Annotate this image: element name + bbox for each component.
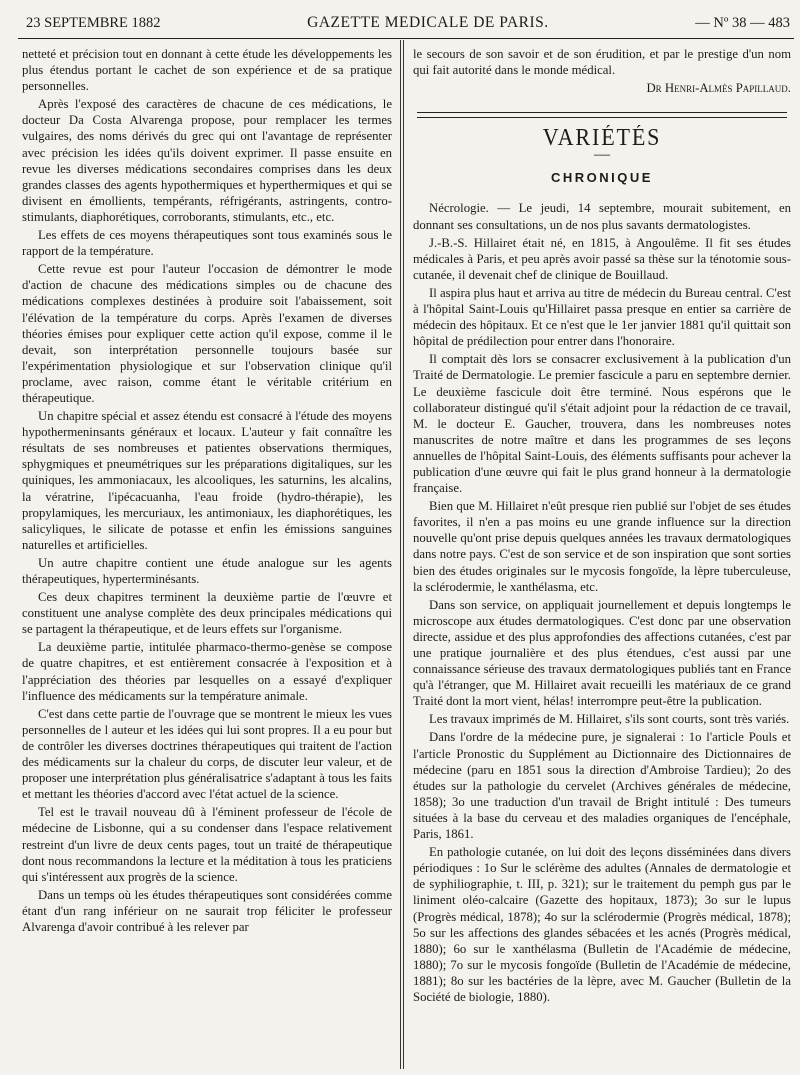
paragraph: netteté et précision tout en donnant à cette étude les développements les plus étendus portant le cachet de son expérience et de sa pratique personnelles. [22,47,392,94]
paragraph: Nécrologie. — Le jeudi, 14 septembre, mourait subitement, en donnant ses consultations, un de nos plus savants dermatologistes. [413,201,791,232]
paragraph: C'est dans cette partie de l'ouvrage que se montrent le mieux les vues personnelles de l auteur et les idées qui lui sont propres. Il a eu pour but de contrôler les diverses doctrines thérapeutiques qui traitent de l'action des médicaments sur la chaleur du corps, de discuter leur valeur, et de proposer une interprétation plus généralisatrice s'adaptant à tous les faits et mettant les théories d'accord avec l'état actuel de la science. [22,706,392,802]
paragraph: Un autre chapitre contient une étude analogue sur les agents thérapeutiques, hyperterminésants. [22,555,392,586]
paragraph: Un chapitre spécial et assez étendu est consacré à l'étude des moyens hypothermeninsants généraux et locaux. L'auteur y fait connaître les résultats de ses nombreuses et patientes observations thermiques, sphygmiques et pneumétriques sur les préparations digitaliques, sur les quiniques, les ammoniacaux, les alcooliques, les saturnins, les alcalins, la vératrine, l'ipécacuanha, l'eau froide (hydro-thérapie), les propylamiques, les mercuriaux, les antimoniaux, les diaphorétiques, les salicyliques, le silicate de potasse et enfin les émissions sanguines naturelles et artificielles. [22,409,392,552]
header-issue: — Nº 38 — 483 [695,15,790,31]
section-rule [417,112,787,118]
header-date: 23 SEPTEMBRE 1882 [26,15,161,31]
header-rule [18,38,794,39]
paragraph: Il aspira plus haut et arriva au titre de médecin du Bureau central. C'est à l'hôpital Saint-Louis qu'Hillairet passa presque en entier sa carrière de médecin des hôpitaux. Et ce n'est que le 1er janvier 1881 qu'il quittait son hôpital de prédilection pour entrer dans l'honoraire. [413,285,791,349]
paragraph: Il comptait dès lors se consacrer exclusivement à la publication d'un Traité de Dermatologie. Le premier fascicule a paru en septembre dernier. Le deuxième fascicule doit être terminé. Nous espérons que le collaborateur distingué qu'il s'était adjoint pour la rédaction de ce travail, M. le docteur E. Gaucher, trouvera, dans les nombreuses notes manuscrites de notre maître et dans les programmes de ses leçons annuelles de l'hôpital Saint-Louis, des éléments suffisants pour achever la publication d'une œuvre qui fait le plus grand honneur à la dermatologie française. [413,352,791,496]
page-header [26,14,790,36]
paragraph: Les travaux imprimés de M. Hillairet, s'ils sont courts, sont très variés. [429,712,790,727]
paragraph: Dans l'ordre de la médecine pure, je signalerai : 1o l'article Pouls et l'article Pronostic du Supplément au Dictionnaire des Dictionnaires de médecine (paru en 1851 sous la direction d'Ambroise Tardieu); 2o des études sur la pathologie du cervelet (Archives générales de médecine, 1858); 3o une traduction d'un travail de Bright intitulé : Des tumeurs situées à la base du cerveau et des maladies organiques de l'encéphale, Paris, 1861. [413,730,791,842]
paragraph: Les effets de ces moyens thérapeutiques sont tous examinés sous le rapport de la température. [22,228,392,259]
section-dash: — [594,146,610,164]
paragraph: Dans un temps où les études thérapeutiques sont considérées comme étant d'un rang inférieur on ne saurait trop féliciter le professeur Alvarenga d'avoir contribué à les relever par [22,887,392,934]
paragraph: Bien que M. Hillairet n'eût presque rien publié sur l'objet de ses études favorites, il n'en a pas moins eu une grande influence sur la direction nouvelle qu'ont prise depuis quelques années les travaux dermatologiques dans notre pays. C'est de son service et de son inspiration que sont sorties bien des études originales sur le mycosis fongoïde, la lèpre tuberculeuse, la sclérodermie, le xanthélasma, etc. [413,499,791,594]
paragraph: Cette revue est pour l'auteur l'occasion de démontrer le mode d'action de chacune des médications simples ou de chacune des médications complexes destinées à produire soit l'abaissement, soit l'élévation de la température du corps. Après l'examen de diverses théories émises pour expliquer cette action qu'il expose, comme il le devait, son interprétation personnelle toujours basée sur l'expérimentation physiologique et sur l'observation clinique qu'il proclame, avec raison, comme étant le véritable critérium en thérapeutique. [22,262,392,405]
paragraph: Dans son service, on appliquait journellement et depuis longtemps le microscope aux études dermatologiques. C'est donc par une observation directe, assidue et des plus approfondies des affections cutanées, c'est par une pratique journalière et des plus étendues, c'est aussi par une connaissance sérieuse des travaux dermatologiques publiés tant en France qu'à l'étranger, que M. Hillairet avait recueilli les matériaux de ce grand Traité dont la mort vient, hélas! interrompre peut-être la publication. [413,597,791,709]
left-column [22,46,392,937]
paragraph: J.-B.-S. Hillairet était né, en 1815, à Angoulême. Il fit ses études médicales à Paris, et peu après avoir passé sa thèse sur la ténotomie sous-cutanée, il devenait chef de clinique de Bouillaud. [413,235,791,282]
paragraph: En pathologie cutanée, on lui doit des leçons disséminées dans divers périodiques : 1o Sur le sclérème des adultes (Annales de dermatologie et de syphiliographie, t. III, p. 321); sur le traitement du pemph gus par le liniment oléo-calcaire (Gazette des hopitaux, 1873); 3o sur le lupus (Progrès médical, 1878); 4o sur la sclérodermie (Progrès médical, 1878); 5o sur les affections des glandes sébacées et les acnés (Progrès médical, 1880); 6o sur le xanthélasma (Bulletin de l'Académie de médecine, 1880); 7o sur le mycosis fongoïde (Bulletin de l'Académie de médecine, 1881); 8o sur les bactéries de la lèpre, avec M. Gaucher (Bulletin de la Société de biologie, 1880). [413,845,791,1004]
column-divider [400,40,401,1069]
column-divider [403,40,404,1069]
header-title: GAZETTE MEDICALE DE PARIS. [307,14,549,31]
section-title: VARIÉTÉS [542,125,662,152]
subsection-title: CHRONIQUE [551,170,653,186]
paragraph: Ces deux chapitres terminent la deuxième partie de l'œuvre et constituent une analyse complète des deux principales médications qui se partagent la thérapeutique, et de leurs effets sur l'organisme. [22,590,392,637]
right-column [413,46,791,1007]
paragraph: La deuxième partie, intitulée pharmaco-thermo-genèse se compose de quatre chapitres, et est entièrement consacrée à l'exposition et à l'appréciation des théories par lesquelles on a essayé d'expliquer l'influence des médicaments sur la température animale. [22,640,392,703]
paragraph: le secours de son savoir et de son érudition, et par le prestige d'un nom qui fait autorité dans le monde médical. [413,47,791,78]
paragraph: Tel est le travail nouveau dû à l'éminent professeur de l'école de médecine de Lisbonne, qui a su condenser dans l'espace relativement restreint d'un livre de deux cents pages, tout un traité de thérapeutique dont nous recommandons la lecture et la méditation à tous les praticiens qui s'intéressent aux progrès de la science. [22,805,392,884]
paragraph: Après l'exposé des caractères de chacune de ces médications, le docteur Da Costa Alvarenga propose, pour remplacer les termes vulgaires, des noms dérivés du grec qui ont l'avantage de représenter avec précision les idées qu'ils doivent exprimer. Il passe ensuite en revue les diverses médications secondaires comprises dans les deux grandes classes des agents hypothermiques et hyperthermiques et qui se divisent en émollients, tempérants, réfrigérants, astringents, contro-stimulants, diaphorétiques, corroborants, stimulants, etc., etc. [22,97,392,224]
author-signature: Dr Henri-Almès Papillaud. [646,81,791,96]
